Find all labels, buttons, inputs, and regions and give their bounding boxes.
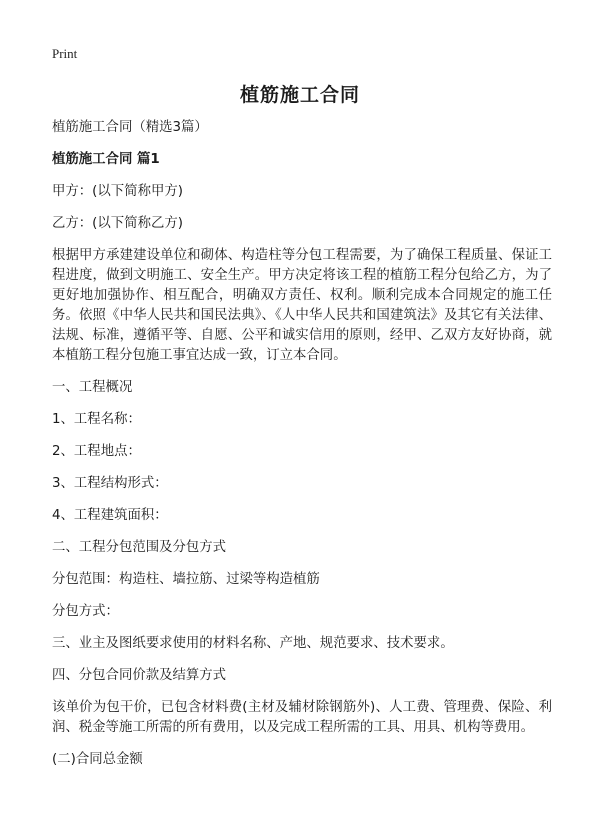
project-location-line: 2、工程地点： <box>52 444 141 459</box>
section-3-heading: 三、业主及图纸要求使用的材料名称、产地、规范要求、技术要求。 <box>52 636 454 651</box>
section-4-heading: 四、分包合同价款及结算方式 <box>52 668 227 683</box>
section-2-heading: 二、工程分包范围及分包方式 <box>52 540 227 555</box>
structure-type-line: 3、工程结构形式： <box>52 476 168 491</box>
scope-line: 分包范围：构造柱、墙拉筋、过梁等构造植筋 <box>52 572 320 587</box>
method-line: 分包方式： <box>52 604 119 619</box>
contract-total-heading: (二)合同总金额 <box>52 752 143 767</box>
print-link[interactable]: Print <box>52 46 78 61</box>
party-b-line: 乙方：(以下简称乙方) <box>52 216 183 231</box>
project-name-line: 1、工程名称： <box>52 412 141 427</box>
building-area-line: 4、工程建筑面积： <box>52 508 168 523</box>
page-title: 植筋施工合同 <box>239 84 360 106</box>
intro-paragraph: 根据甲方承建建设单位和砌体、构造柱等分包工程需要，为了确保工程质量、保证工程进度，做到文明施工、安全生产。甲方决定将该工程的植筋工程分包给乙方，为了更好地加强协作、相互配合，明确双方责任、权利。顺利完成本合同规定的施工任务。依照《中华人民共和国民法典》、《人中华人民共和国建筑法》及其它有关法律、法规、标准，遵循平等、自愿、公平和诚实信用的原则，经甲、乙双方友好协商，就本植筋工程分包施工事宜达成一致，订立本合同。 <box>52 248 552 363</box>
document-body <box>52 118 552 782</box>
price-paragraph: 该单价为包干价，已包含材料费(主材及辅材除钢筋外)、人工费、管理费、保险、利润、税金等施工所需的所有费用，以及完成工程所需的工具、用具、机构等费用。 <box>52 700 552 735</box>
party-a-line: 甲方：(以下简称甲方) <box>52 184 183 199</box>
document-subtitle: 植筋施工合同（精选3篇） <box>52 120 208 135</box>
section-heading: 植筋施工合同 篇1 <box>52 152 160 167</box>
section-1-heading: 一、工程概况 <box>52 380 133 395</box>
